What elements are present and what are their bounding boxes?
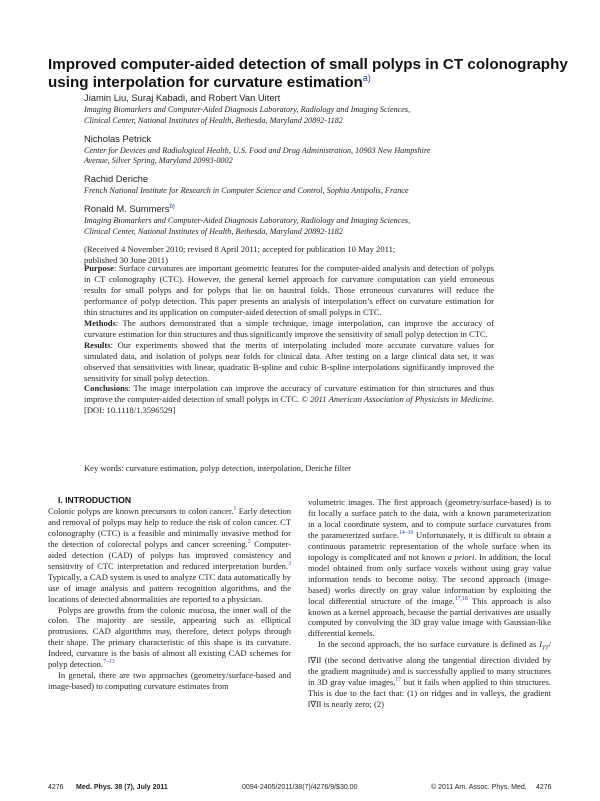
math-symbol: I	[539, 639, 542, 650]
author-names: Ronald M. Summers$^{b)}$	[84, 202, 175, 214]
right-column	[308, 497, 551, 710]
article-code: 0094-2405/2011/38(7)/4276/9/$30.00	[242, 784, 358, 791]
abstract	[84, 263, 494, 416]
citation-link[interactable]: 1	[233, 506, 237, 513]
page-number-left: 4276	[48, 784, 64, 791]
author-names: Nicholas Petrick	[84, 132, 152, 144]
abstract-results: Results: Our experiments showed that the merits of interpolating included more accurate curvature values for simulated data, and isolation of polyps near folds for clinical data. After testing on a large clinical data set, it was observed that sensitivities with linear, quadratic B-spline and cubic B-spline interpolations significantly improved the sensitivity for small polyp detection.	[84, 339, 494, 383]
received-dates: (Received 4 November 2010; revised 8 April 2011; accepted for publication 10 May 2011; published 30 June 2011)	[84, 243, 396, 265]
paragraph: In the second approach, the iso surface curvature is defined as $I_{TT}/‖\nabla I‖$ (the second derivative along the tangential direction divided by the gradient magnitude) and is successfully applied to many structures in 3D gray value images,$^{17}$ but it fails when applied to thin structures. This is due to the fact that: (1) on ridges and in valleys, the gradient ‖∇I‖ is nearly zero; (2)	[308, 639, 551, 709]
citation-link[interactable]: 2	[247, 538, 251, 545]
math-symbol: /‖∇I‖	[308, 639, 551, 666]
citation-link[interactable]: 17,18	[454, 595, 468, 602]
citation-link[interactable]: 14–16	[398, 530, 414, 537]
paper-title: Improved computer-aided detection of small polyps in CT colonography using interpolation for curvature estimation$^{a)}$	[48, 56, 568, 91]
paragraph: Colonic polyps are known precursors to colon cancer.$^1$ Early detection and removal of polyps may help to reduce the risk of colon cancer. CT colonography (CTC) is a feasible and minimally invasive method for the detection of colorectal polyps and cancer screening.$^2$ Computer-aided detection (CAD) of polyps has improved consistency and sensitivity of CTC interpretation and reduced interpretation burden.$^3$ Typically, a CAD system is used to analyze CTC data automatically by use of image analysis and pattern recognition algorithms, and the locations of detected abnormalities are reported to a physician.	[48, 505, 292, 604]
author-affiliation: Imaging Biomarkers and Computer-Aided Diagnosis Laboratory, Radiology and Imaging Sciences, Clinical Center, National Institutes of Health, Bethesda, Maryland 20892-1182	[84, 105, 411, 125]
paragraph: volumetric images. The first approach (geometry/surface-based) is to fit locally a surface patch to the data, with a known parameterization in a local coordinate system, and to compute surface curvatures from the parameterized surface.$^{14-16}$ Unfortunately, it is difficult to obtain a continuous parametric representation of the whole surface when its topology is complicated and not known a priori. In addition, the local model obtained from only surface voxels without using gray value information tends to become noisy. The second approach (image-based) works directly on gray value information by exploiting the local differential structure of the image.$^{17,18}$ This approach is also known as a kernel approach, because the partial derivatives are usually computed by convolving the 3D gray value image with Gaussian-like differential kernels.	[308, 497, 551, 639]
paragraph: In general, there are two approaches (geometry/surface-based and image-based) to computing curvature estimates from	[48, 670, 291, 692]
keywords: Key words: curvature estimation, polyp detection, interpolation, Deriche filter	[84, 463, 352, 473]
author-affiliation: Imaging Biomarkers and Computer-Aided Diagnosis Laboratory, Radiology and Imaging Sciences, Clinical Center, National Institutes of Health, Bethesda, Maryland 20892-1182	[84, 215, 411, 236]
author-block	[84, 92, 554, 266]
author-affiliation: Center for Devices and Radiological Health, U.S. Food and Drug Administration, 10903 New Hampshire Avenue, Silver Spring, Maryland 20993-0002	[84, 145, 431, 166]
abstract-purpose: Purpose: Surface curvatures are important geometric features for the computer-aided analysis and detection of polyps in CT colonography (CTC). However, the general kernel approach for curvature computation can yield erroneous results for small polyps and for polyps that lie on haustral folds. Those erroneous curvatures will reduce the performance of polyp detection. This paper presents an analysis of interpolation’s effect on curvature estimation for thin structures and its application on computer-aided detection of small polyps in CTC.	[84, 263, 494, 317]
page-number-right: 4276	[536, 784, 552, 791]
doi-link[interactable]: [DOI: 10.1118/1.3596529]	[84, 405, 176, 416]
author-affiliation: French National Institute for Research in Computer Science and Control, Sophia Antipolis, France	[84, 186, 409, 196]
journal-citation: Med. Phys. 38 (7), July 2011	[76, 784, 168, 791]
author-names: Rachid Deriche	[84, 173, 149, 185]
math-symbol: ‖∇I‖	[308, 698, 322, 709]
paragraph: Polyps are growths from the colonic mucosa, the inner wall of the colon. The majority are sessile, appearing such as elliptical protrusions. CAD algorithms may, therefore, detect polyps through their shape. The primary characteristic of this shape is its curvature. Indeed, curvature is the basis of almost all existing CAD schemes for polyp detection.$^{7-13}$	[48, 604, 291, 670]
section-heading: I. INTRODUCTION	[58, 495, 132, 505]
author-footnote-link[interactable]: b)	[169, 203, 175, 210]
left-column	[48, 495, 291, 692]
title-footnote-link[interactable]: a)	[362, 72, 371, 83]
footer-copyright: © 2011 Am. Assoc. Phys. Med.	[431, 784, 527, 791]
citation-link[interactable]: 17	[395, 677, 402, 684]
author-names: Jiamin Liu, Suraj Kabadi, and Robert Van Uitert	[84, 92, 281, 103]
abstract-methods: Methods: The authors demonstrated that a simple technique, image interpolation, can improve the accuracy of curvature estimation for thin structures and thus significantly improve the sensitivity of small polyp detection in CTC.	[84, 317, 494, 339]
citation-link[interactable]: 3	[288, 560, 291, 567]
citation-link[interactable]: 7–13	[103, 659, 115, 666]
page-footer	[48, 784, 552, 796]
abstract-conclusions: Conclusions: The image interpolation can improve the accuracy of curvature estimation for thin structures and thus improve the computer-aided detection of small polyps in CTC. © 2011 American Association of Physicists in Medicine. [DOI: 10.1118/1.3596529]	[84, 383, 495, 416]
copyright-notice: © 2011 American Association of Physicists in Medicine.	[301, 394, 495, 405]
